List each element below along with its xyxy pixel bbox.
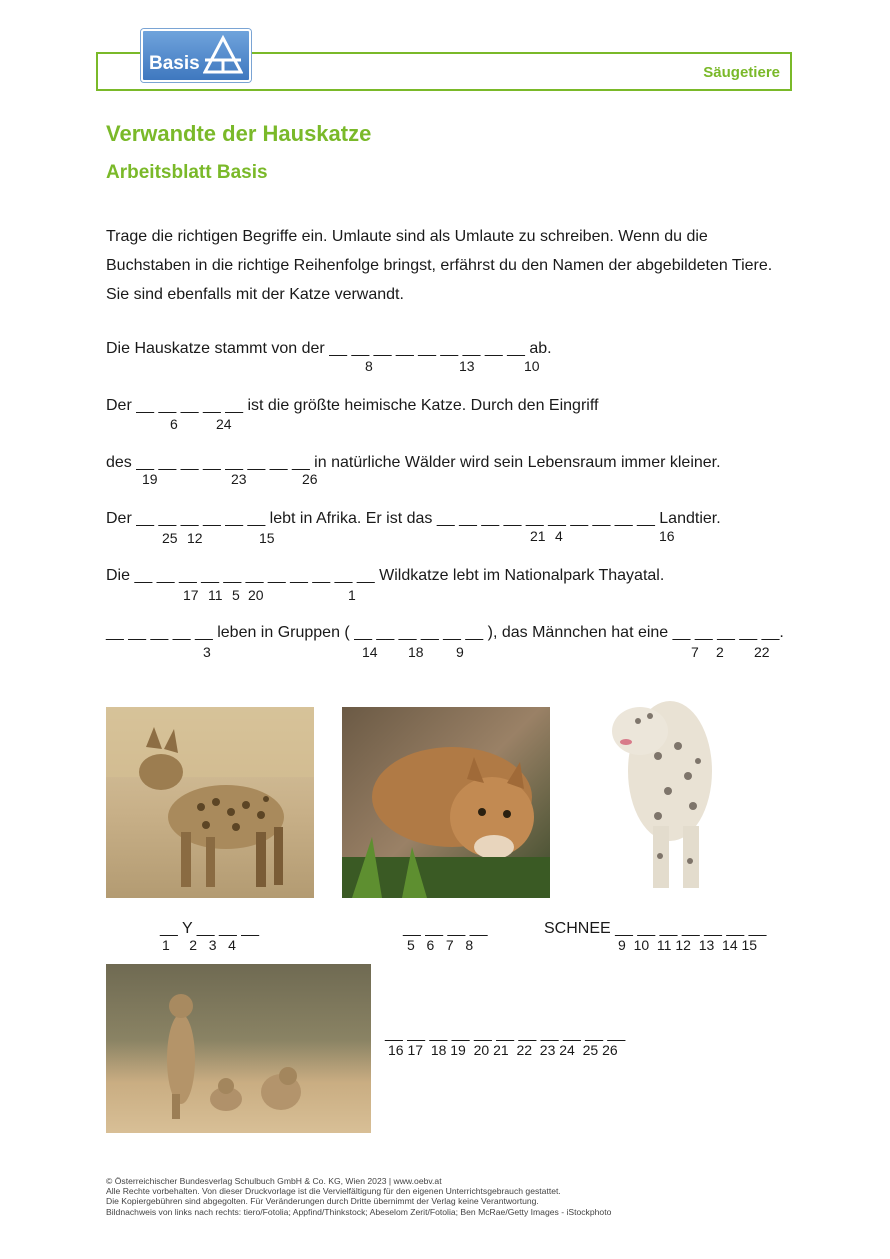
blank-number: 6: [170, 416, 178, 432]
sentence-2: Der __ __ __ __ __ ist die größte heimische Katze. Durch den Eingriff: [106, 397, 599, 414]
blank-number: 5: [232, 587, 240, 603]
section-label: Säugetiere: [703, 64, 780, 81]
blank-number: 18: [408, 644, 424, 660]
basis-logo: Basis: [141, 29, 251, 82]
blank-number: 12: [187, 530, 203, 546]
blank-number: 9: [456, 644, 464, 660]
hyena-photo: [106, 707, 314, 898]
blank-number: 14: [362, 644, 378, 660]
blank-number: 2: [716, 644, 724, 660]
meerkat-photo: [106, 964, 371, 1133]
sentence-1: Die Hauskatze stammt von der __ __ __ __ __ __ __ __ __ ab.: [106, 340, 552, 357]
blank-number: 24: [216, 416, 232, 432]
blank-number: 16: [659, 528, 675, 544]
sentence-4: Der __ __ __ __ __ __ lebt in Afrika. Er ist das __ __ __ __ __ __ __ __ __ __ Landtier.: [106, 510, 721, 527]
answer-3-blanks: SCHNEE __ __ __ __ __ __ __: [544, 920, 767, 937]
blank-number: 25: [162, 530, 178, 546]
answer-4-numbers: 16 17 18 19 20 21 22 23 24 25 26: [388, 1042, 618, 1058]
triangle-logo-icon: [203, 35, 243, 75]
blank-number: 7: [691, 644, 699, 660]
blank-number: 22: [754, 644, 770, 660]
copyright-footer: © Österreichischer Bundesverlag Schulbuch GmbH & Co. KG, Wien 2023 | www.oebv.at Alle Rechte vorbehalten. Von dieser Druckvorlage ist die Vervielfältigung für den eigenen Unterrichtsgebrauch gestattet. Die Kopiergebühren sind abgegolten. Für Veränderungen durch Dritte übernimmt der Verlag keine Verantwortung. Bildnachweis von links nach rechts: tiero/Fotolia; Appfind/Thinkstock; Abeselom Zerit/Fotolia; Ben McRae/Getty Images - iStockphoto: [106, 1176, 612, 1217]
answer-2-blanks: __ __ __ __: [403, 920, 488, 937]
page-title: Verwandte der Hauskatze: [106, 121, 372, 146]
blank-number: 19: [142, 471, 158, 487]
answer-4-blanks: __ __ __ __ __ __ __ __ __ __ __: [385, 1025, 626, 1042]
blank-number: 10: [524, 358, 540, 374]
answer-3-numbers: 9 10 11 12 13 14 15: [618, 937, 758, 953]
blank-number: 21: [530, 528, 546, 544]
blank-number: 4: [555, 528, 563, 544]
instructions: Trage die richtigen Begriffe ein. Umlaute sind als Umlaute zu schreiben. Wenn du die Buchstaben in die richtige Reihenfolge bringst, erfährst du den Namen der abgebildeten Tiere. Sie sind ebenfalls mit der Katze verwandt.: [106, 228, 773, 303]
blank-number: 15: [259, 530, 275, 546]
blank-number: 23: [231, 471, 247, 487]
snow-leopard-photo: [598, 676, 730, 898]
answer-2-numbers: 5 6 7 8: [407, 937, 474, 953]
blank-number: 26: [302, 471, 318, 487]
sentence-3: des __ __ __ __ __ __ __ __ in natürliche Wälder wird sein Lebensraum immer kleiner.: [106, 454, 721, 471]
answer-1-blanks: __ Y __ __ __: [160, 920, 260, 937]
blank-number: 20: [248, 587, 264, 603]
blank-number: 17: [183, 587, 199, 603]
sentence-5: Die __ __ __ __ __ __ __ __ __ __ __ Wildkatze lebt im Nationalpark Thayatal.: [106, 567, 665, 584]
answer-1-numbers: 1 2 3 4: [162, 937, 236, 953]
blank-number: 3: [203, 644, 211, 660]
blank-number: 1: [348, 587, 356, 603]
blank-number: 8: [365, 358, 373, 374]
blank-number: 11: [208, 587, 223, 603]
page-subtitle: Arbeitsblatt Basis: [106, 162, 268, 183]
sentence-6: __ __ __ __ __ leben in Gruppen ( __ __ __ __ __ __ ), das Männchen hat eine __ __ __ __ __.: [106, 624, 784, 641]
puma-photo: [342, 707, 550, 898]
blank-number: 13: [459, 358, 475, 374]
